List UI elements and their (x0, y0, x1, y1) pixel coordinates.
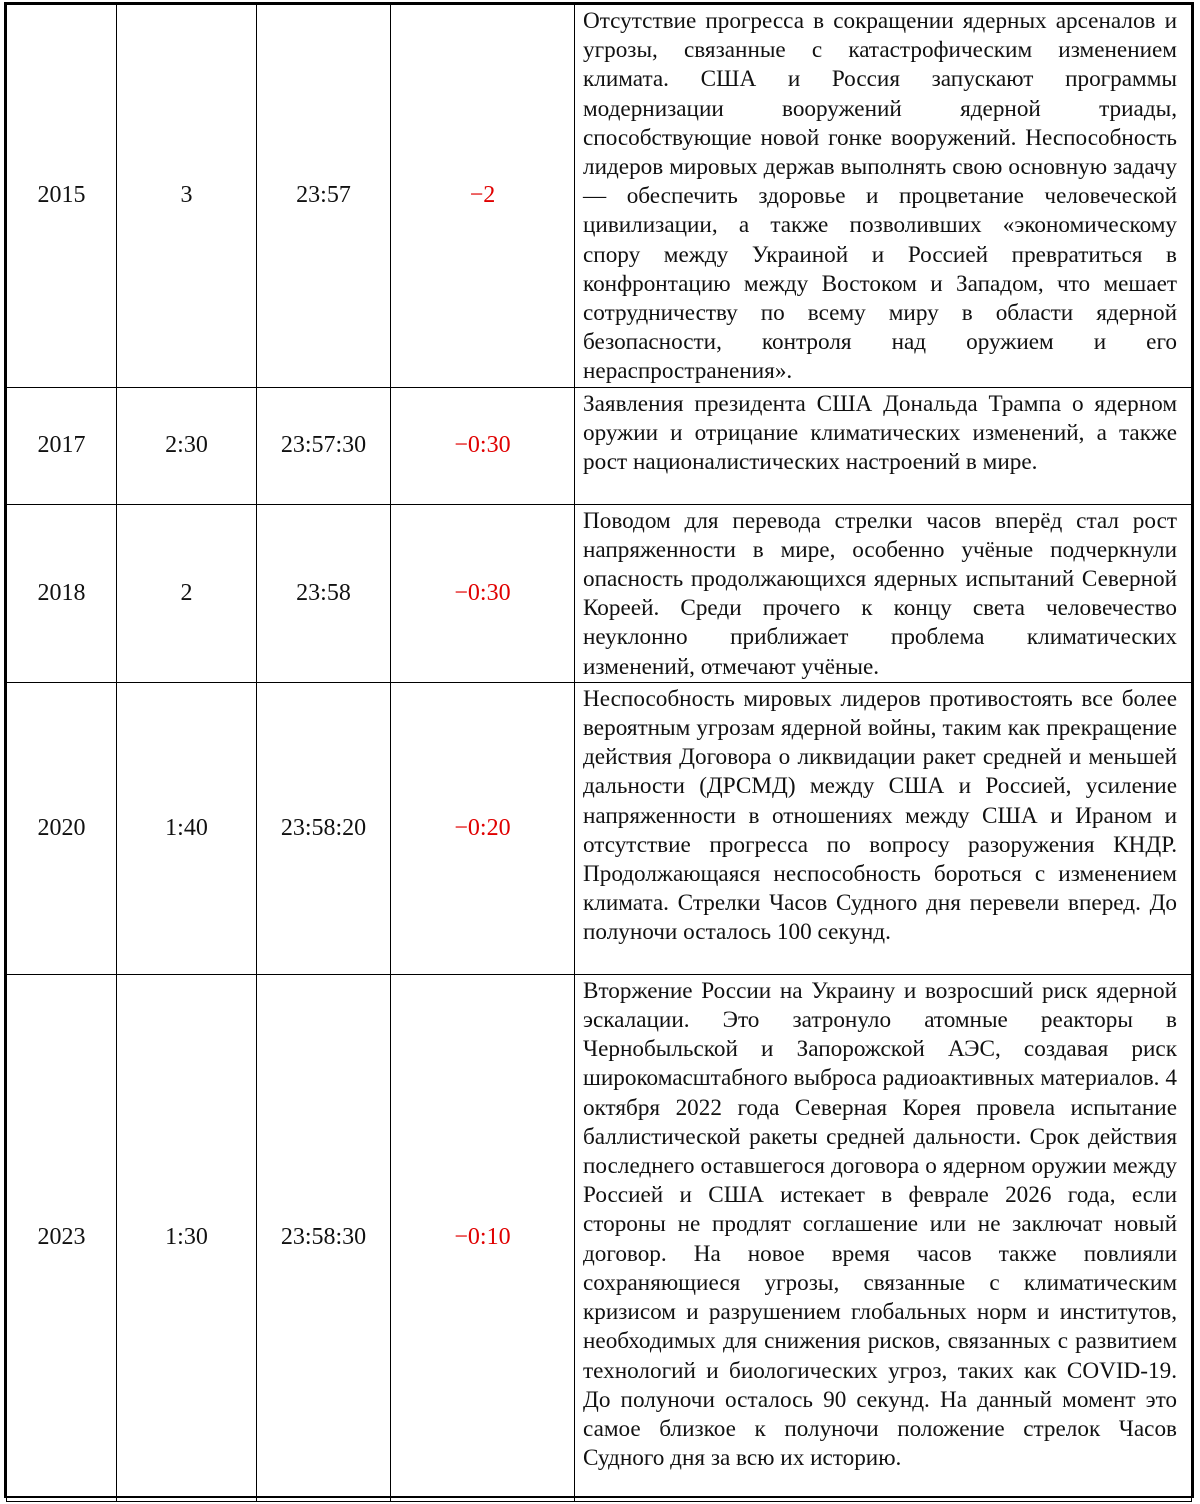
table-row (7, 387, 1192, 504)
cell-year: 2023 (7, 974, 117, 1501)
cell-clock-time: 23:57 (257, 5, 391, 388)
cell-change: −0:30 (391, 387, 575, 504)
cell-minutes-left: 1:40 (117, 682, 257, 974)
cell-year: 2015 (7, 5, 117, 388)
cell-description: Неспособность мировых лидеров противостоять все более вероятным угрозам ядерной войны, таким как прекращение действия Договора о ликвидации ракет средней и меньшей дальности (ДРСМД) между США и Россией, усиление напряженности в отношениях между США и Ираном и отсутствие прогресса по вопросу разоружения КНДР. Продолжающаяся неспособность бороться с изменением климата. Стрелки Часов Судного дня перевели вперед. До полуночи осталось 100 секунд. (575, 682, 1192, 974)
cell-year: 2020 (7, 682, 117, 974)
cell-change: −2 (391, 5, 575, 388)
table-row (7, 504, 1192, 682)
cell-clock-time: 23:58:20 (257, 682, 391, 974)
cell-clock-time: 23:57:30 (257, 387, 391, 504)
cell-description: Отсутствие прогресса в сокращении ядерных арсеналов и угрозы, связанные с катастрофическим изменением климата. США и Россия запускают программы модернизации вооружений ядерной триады, способствующие новой гонке вооружений. Неспособность лидеров мировых держав выполнять свою основную задачу — обеспечить здоровье и процветание человеческой цивилизации, а также позволивших «экономическому спору между Украиной и Россией превратиться в конфронтацию между Востоком и Западом, что мешает сотрудничеству по всему миру в области ядерной безопасности, контроля над оружием и его нераспространения». (575, 5, 1192, 388)
cell-year: 2018 (7, 504, 117, 682)
cell-description: Заявления президента США Дональда Трампа о ядерном оружии и отрицание климатических изменений, а также рост националистических настроений в мире. (575, 387, 1192, 504)
table-row (7, 682, 1192, 974)
doomsday-clock-table (6, 4, 1192, 1502)
cell-minutes-left: 2:30 (117, 387, 257, 504)
cell-year: 2017 (7, 387, 117, 504)
cell-clock-time: 23:58 (257, 504, 391, 682)
table-row (7, 974, 1192, 1501)
cell-change: −0:10 (391, 974, 575, 1501)
cell-clock-time: 23:58:30 (257, 974, 391, 1501)
document-page (4, 2, 1194, 1498)
cell-description: Поводом для перевода стрелки часов вперёд стал рост напряженности в мире, особенно учёные подчеркнули опасность продолжающихся ядерных испытаний Северной Кореей. Среди прочего к концу света человечество неуклонно приближает проблема климатических изменений, отмечают учёные. (575, 504, 1192, 682)
cell-change: −0:20 (391, 682, 575, 974)
table-row (7, 5, 1192, 388)
cell-minutes-left: 3 (117, 5, 257, 388)
cell-minutes-left: 2 (117, 504, 257, 682)
cell-minutes-left: 1:30 (117, 974, 257, 1501)
cell-change: −0:30 (391, 504, 575, 682)
cell-description: Вторжение России на Украину и возросший риск ядерной эскалации. Это затронуло атомные реакторы в Чернобыльской и Запорожской АЭС, создавая риск широкомасштабного выброса радиоактивных материалов. 4 октября 2022 года Северная Корея провела испытание баллистической ракеты средней дальности. Срок действия последнего оставшегося договора о ядерном оружии между Россией и США истекает в феврале 2026 года, если стороны не продлят соглашение или не заключат новый договор. На новое время часов также повлияли сохраняющиеся угрозы, связанные с климатическим кризисом и разрушением глобальных норм и институтов, необходимых для снижения рисков, связанных с развитием технологий и биологических угроз, таких как COVID-19. До полуночи осталось 90 секунд. На данный момент это самое близкое к полуночи положение стрелок Часов Судного дня за всю их историю. (575, 974, 1192, 1501)
